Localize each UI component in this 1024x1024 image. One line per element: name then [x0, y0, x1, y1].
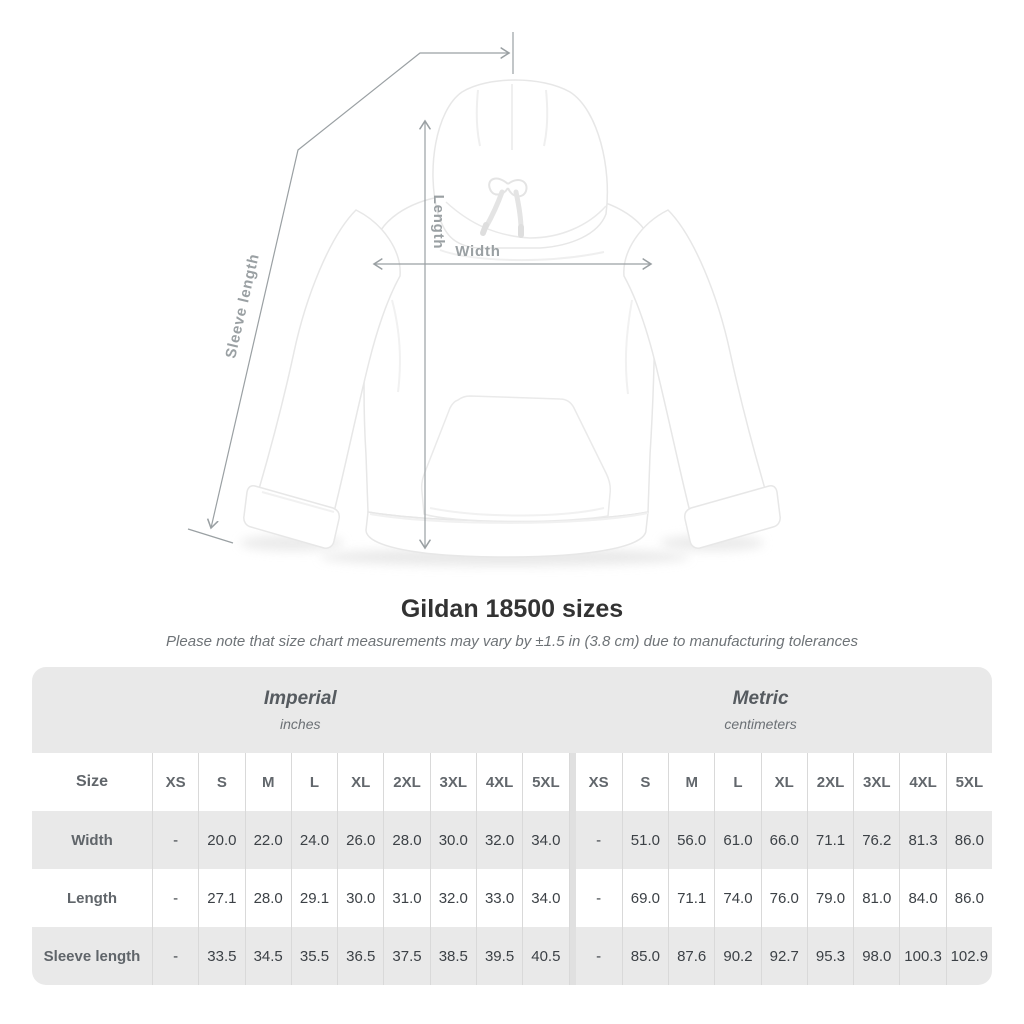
width-metric-xl: 66.0	[761, 811, 807, 869]
col-header-metric-xl: XL	[761, 753, 807, 811]
sleeve-imperial-4xl: 39.5	[476, 927, 522, 985]
sleeve-length-label: Sleeve length	[222, 251, 263, 361]
length-imperial-m: 28.0	[245, 869, 291, 927]
length-metric-m: 71.1	[668, 869, 714, 927]
page-title: Gildan 18500 sizes	[400, 595, 624, 623]
width-metric-l: 61.0	[714, 811, 760, 869]
group-divider	[569, 753, 576, 811]
group-divider	[569, 927, 576, 985]
table-row-sleeve-length	[32, 927, 992, 985]
width-imperial-4xl: 32.0	[476, 811, 522, 869]
metric-group-header	[576, 667, 946, 753]
col-header-metric-s: S	[622, 753, 668, 811]
col-header-imperial-3xl: 3XL	[430, 753, 476, 811]
length-metric-xs: -	[596, 889, 602, 907]
sleeve-metric-4xl: 100.3	[899, 927, 945, 985]
sleeve-metric-xs: -	[596, 947, 602, 965]
sleeve-imperial-m: 34.5	[245, 927, 291, 985]
col-header-imperial-2xl: 2XL	[383, 753, 429, 811]
sleeve-imperial-3xl: 38.5	[430, 927, 476, 985]
sleeve-metric-3xl: 98.0	[853, 927, 899, 985]
length-metric-xl: 76.0	[761, 869, 807, 927]
col-header-metric-xs: XS	[588, 773, 609, 791]
length-metric-3xl: 81.0	[853, 869, 899, 927]
width-metric-xs: -	[596, 831, 602, 849]
width-imperial-s: 20.0	[198, 811, 244, 869]
group-divider	[569, 811, 576, 869]
sleeve-imperial-xs: -	[152, 927, 198, 985]
size-table	[32, 667, 992, 985]
length-metric-s: 69.0	[622, 869, 668, 927]
width-imperial-3xl: 30.0	[430, 811, 476, 869]
group-divider	[569, 869, 576, 927]
length-metric-2xl: 79.0	[807, 869, 853, 927]
length-imperial-l: 29.1	[291, 869, 337, 927]
length-metric-5xl: 86.0	[946, 869, 992, 927]
imperial-unit: inches	[280, 716, 321, 732]
hoodie-illustration	[244, 80, 780, 557]
width-metric-s: 51.0	[622, 811, 668, 869]
length-label: Length	[430, 194, 447, 250]
row-label-width: Width	[71, 831, 113, 849]
width-metric-3xl: 76.2	[853, 811, 899, 869]
sleeve-metric-xl: 92.7	[761, 927, 807, 985]
sleeve-imperial-2xl: 37.5	[383, 927, 429, 985]
col-header-metric-4xl: 4XL	[899, 753, 945, 811]
length-imperial-s: 27.1	[198, 869, 244, 927]
sleeve-imperial-xl: 36.5	[337, 927, 383, 985]
width-label: Width	[455, 243, 501, 260]
row-label-sleeve-length: Sleeve length	[43, 947, 141, 965]
length-imperial-5xl: 34.0	[522, 869, 568, 927]
table-row-width	[32, 811, 992, 869]
metric-unit: centimeters	[724, 716, 797, 732]
metric-label: Metric	[732, 688, 789, 709]
col-header-imperial-5xl: 5XL	[522, 753, 568, 811]
length-imperial-xl: 30.0	[337, 869, 383, 927]
width-imperial-xs: -	[152, 811, 198, 869]
sleeve-imperial-s: 33.5	[198, 927, 244, 985]
size-column-header: Size	[75, 773, 108, 790]
width-metric-2xl: 71.1	[807, 811, 853, 869]
sleeve-imperial-5xl: 40.5	[522, 927, 568, 985]
sleeve-metric-5xl: 102.9	[946, 927, 992, 985]
width-imperial-2xl: 28.0	[383, 811, 429, 869]
col-header-imperial-l: L	[291, 753, 337, 811]
col-header-imperial-xl: XL	[337, 753, 383, 811]
width-imperial-l: 24.0	[291, 811, 337, 869]
col-header-metric-l: L	[714, 753, 760, 811]
sleeve-metric-l: 90.2	[714, 927, 760, 985]
sleeve-metric-s: 85.0	[622, 927, 668, 985]
width-metric-m: 56.0	[668, 811, 714, 869]
col-header-metric-m: M	[668, 753, 714, 811]
width-metric-5xl: 86.0	[946, 811, 992, 869]
tolerance-note: Please note that size chart measurements may vary by ±1.5 in (3.8 cm) due to manufacturing tolerances	[166, 633, 858, 650]
sleeve-imperial-l: 35.5	[291, 927, 337, 985]
col-header-imperial-4xl: 4XL	[476, 753, 522, 811]
size-header-row	[32, 753, 992, 811]
col-header-metric-3xl: 3XL	[853, 753, 899, 811]
unit-group-header-row	[32, 667, 992, 753]
col-header-imperial-xs: XS	[152, 753, 198, 811]
col-header-metric-2xl: 2XL	[807, 753, 853, 811]
cuff-tick	[188, 529, 233, 543]
table-row-length	[32, 869, 992, 927]
imperial-label: Imperial	[263, 688, 337, 709]
width-imperial-5xl: 34.0	[522, 811, 568, 869]
width-imperial-m: 22.0	[245, 811, 291, 869]
col-header-imperial-m: M	[245, 753, 291, 811]
col-header-metric-5xl: 5XL	[946, 753, 992, 811]
length-imperial-4xl: 33.0	[476, 869, 522, 927]
col-header-imperial-s: S	[198, 753, 244, 811]
imperial-group-header	[32, 667, 569, 753]
width-metric-4xl: 81.3	[899, 811, 945, 869]
row-label-length: Length	[67, 889, 117, 907]
length-metric-l: 74.0	[714, 869, 760, 927]
sleeve-metric-2xl: 95.3	[807, 927, 853, 985]
length-imperial-3xl: 32.0	[430, 869, 476, 927]
sleeve-metric-m: 87.6	[668, 927, 714, 985]
length-metric-4xl: 84.0	[899, 869, 945, 927]
width-imperial-xl: 26.0	[337, 811, 383, 869]
chart-heading	[0, 595, 1024, 650]
length-imperial-2xl: 31.0	[383, 869, 429, 927]
length-imperial-xs: -	[152, 869, 198, 927]
